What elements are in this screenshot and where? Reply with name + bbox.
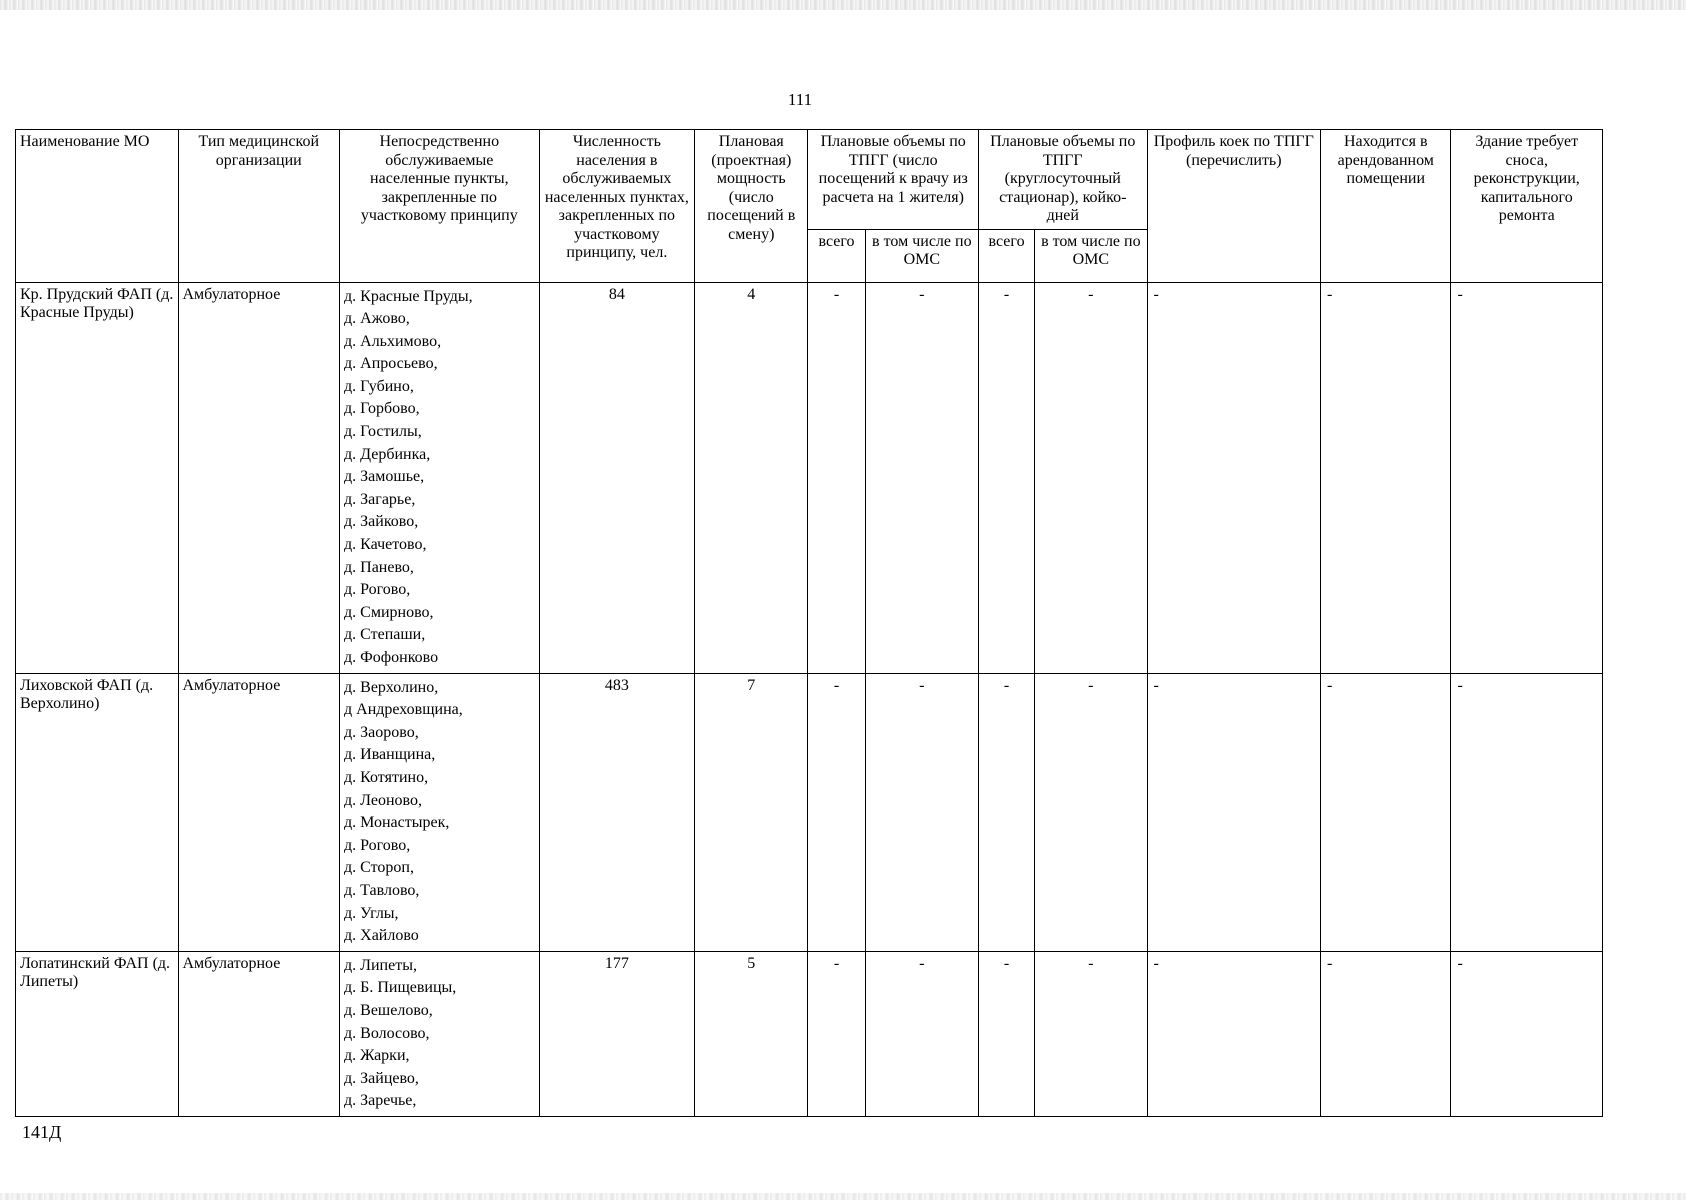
- col-header-population: Численность населения в обслуживаемых населенных пунктах, закрепленных по участковому принципу, чел.: [539, 130, 694, 283]
- table-row: [16, 673, 1603, 951]
- col-header-visits-group: Плановые объемы по ТПГГ (число посещений к врачу из расчета на 1 жителя): [808, 130, 979, 230]
- locality-item: д. Зайцево,: [344, 1069, 419, 1087]
- locality-item: д. Заорово,: [344, 723, 419, 741]
- locality-item: д. Б. Пищевицы,: [344, 979, 457, 997]
- table-row: [16, 282, 1603, 673]
- locality-item: д. Альхимово,: [344, 332, 442, 350]
- col-header-visits-oms: в том числе по ОМС: [865, 229, 978, 282]
- locality-item: д. Леоново,: [344, 791, 422, 809]
- locality-item: д. Вешелово,: [344, 1001, 433, 1019]
- cell-demolition: -: [1451, 673, 1603, 951]
- cell-bed-profile: -: [1147, 673, 1321, 951]
- locality-item: д. Ажово,: [344, 310, 410, 328]
- locality-item: д. Жарки,: [344, 1047, 410, 1065]
- col-header-beds-group: Плановые объемы по ТПГГ (круглосуточный стационар), койко-дней: [978, 130, 1147, 230]
- locality-item: д. Дербинка,: [344, 445, 431, 463]
- locality-item: д. Тавлово,: [344, 881, 420, 899]
- locality-item: д. Смирново,: [344, 603, 434, 621]
- cell-capacity: 7: [695, 673, 808, 951]
- cell-org-type: Амбулаторное: [178, 951, 340, 1116]
- locality-item: д. Сторoп,: [344, 859, 414, 877]
- col-header-rented: Находится в арендованном помещении: [1321, 130, 1451, 283]
- locality-item: д. Заречье,: [344, 1092, 417, 1110]
- locality-item: д. Хайлово: [344, 927, 419, 945]
- locality-item: д. Зайково,: [344, 513, 419, 531]
- cell-visits-total: -: [808, 951, 865, 1116]
- locality-item: д. Степаши,: [344, 626, 426, 644]
- locality-item: д. Гостилы,: [344, 423, 422, 441]
- cell-localities: [340, 673, 540, 951]
- cell-localities: [340, 282, 540, 673]
- locality-item: д. Монастырек,: [344, 814, 450, 832]
- locality-item: д. Загарье,: [344, 490, 416, 508]
- col-header-name: Наименование МО: [16, 130, 179, 283]
- table-header-row: [16, 130, 1603, 230]
- cell-rented: -: [1321, 282, 1451, 673]
- col-header-capacity: Плановая (проектная) мощность (число посещений в смену): [695, 130, 808, 283]
- cell-beds-oms: -: [1035, 951, 1147, 1116]
- cell-org-type: Амбулаторное: [178, 282, 340, 673]
- locality-item: д. Качетово,: [344, 536, 427, 554]
- cell-org-type: Амбулаторное: [178, 673, 340, 951]
- scan-edge-top: [0, 0, 1686, 10]
- cell-visits-oms: -: [865, 673, 978, 951]
- locality-item: д. Губино,: [344, 377, 414, 395]
- cell-beds-total: -: [978, 951, 1034, 1116]
- locality-item: д. Волосово,: [344, 1024, 430, 1042]
- locality-item: д. Верхолино,: [344, 678, 439, 696]
- locality-item: д Андреховщина,: [344, 701, 463, 719]
- cell-beds-oms: -: [1035, 282, 1147, 673]
- cell-visits-total: -: [808, 282, 865, 673]
- cell-population: 177: [539, 951, 694, 1116]
- locality-item: д. Замошье,: [344, 468, 425, 486]
- footer-code: 141Д: [22, 1122, 62, 1142]
- cell-mo-name: Кр. Прудский ФАП (д. Красные Пруды): [16, 282, 179, 673]
- locality-item: д. Красные Пруды,: [344, 287, 473, 305]
- col-header-demolition: Здание требует сноса, реконструкции, капитального ремонта: [1451, 130, 1603, 283]
- cell-capacity: 4: [695, 282, 808, 673]
- cell-beds-total: -: [978, 673, 1034, 951]
- col-header-visits-total: всего: [808, 229, 865, 282]
- cell-bed-profile: -: [1147, 282, 1321, 673]
- col-header-beds-total: всего: [978, 229, 1034, 282]
- cell-visits-oms: -: [865, 951, 978, 1116]
- cell-visits-oms: -: [865, 282, 978, 673]
- scan-edge-bottom: [0, 1193, 1686, 1200]
- page-number: 111: [787, 90, 813, 109]
- cell-capacity: 5: [695, 951, 808, 1116]
- cell-population: 84: [539, 282, 694, 673]
- cell-beds-total: -: [978, 282, 1034, 673]
- cell-bed-profile: -: [1147, 951, 1321, 1116]
- locality-item: д. Фофонково: [344, 649, 439, 666]
- col-header-beds-oms: в том числе по ОМС: [1035, 229, 1147, 282]
- locality-item: д. Горбово,: [344, 400, 420, 418]
- locality-item: д. Липеты,: [344, 956, 417, 974]
- col-header-org-type: Тип медицинской организации: [178, 130, 340, 283]
- locality-item: д. Апросьево,: [344, 355, 438, 373]
- locality-item: д. Рогово,: [344, 836, 411, 854]
- cell-visits-total: -: [808, 673, 865, 951]
- cell-population: 483: [539, 673, 694, 951]
- locality-item: д. Котятино,: [344, 768, 429, 786]
- locality-item: д. Панево,: [344, 558, 414, 576]
- col-header-bed-profile: Профиль коек по ТПГГ (перечислить): [1147, 130, 1321, 283]
- locality-item: д. Иванщина,: [344, 746, 436, 764]
- locality-item: д. Углы,: [344, 904, 399, 922]
- table-row: [16, 951, 1603, 1116]
- cell-rented: -: [1321, 951, 1451, 1116]
- cell-mo-name: Лопатинский ФАП (д. Липеты): [16, 951, 179, 1116]
- locality-item: д. Рогово,: [344, 581, 411, 599]
- col-header-localities: Непосредственно обслуживаемые населенные пункты, закрепленные по участковому принципу: [340, 130, 540, 283]
- cell-mo-name: Лиховской ФАП (д. Верхолино): [16, 673, 179, 951]
- cell-demolition: -: [1451, 951, 1603, 1116]
- table-body: [16, 282, 1603, 1116]
- cell-rented: -: [1321, 673, 1451, 951]
- cell-localities: [340, 951, 540, 1116]
- cell-demolition: -: [1451, 282, 1603, 673]
- cell-beds-oms: -: [1035, 673, 1147, 951]
- medical-organizations-table: [15, 129, 1603, 1117]
